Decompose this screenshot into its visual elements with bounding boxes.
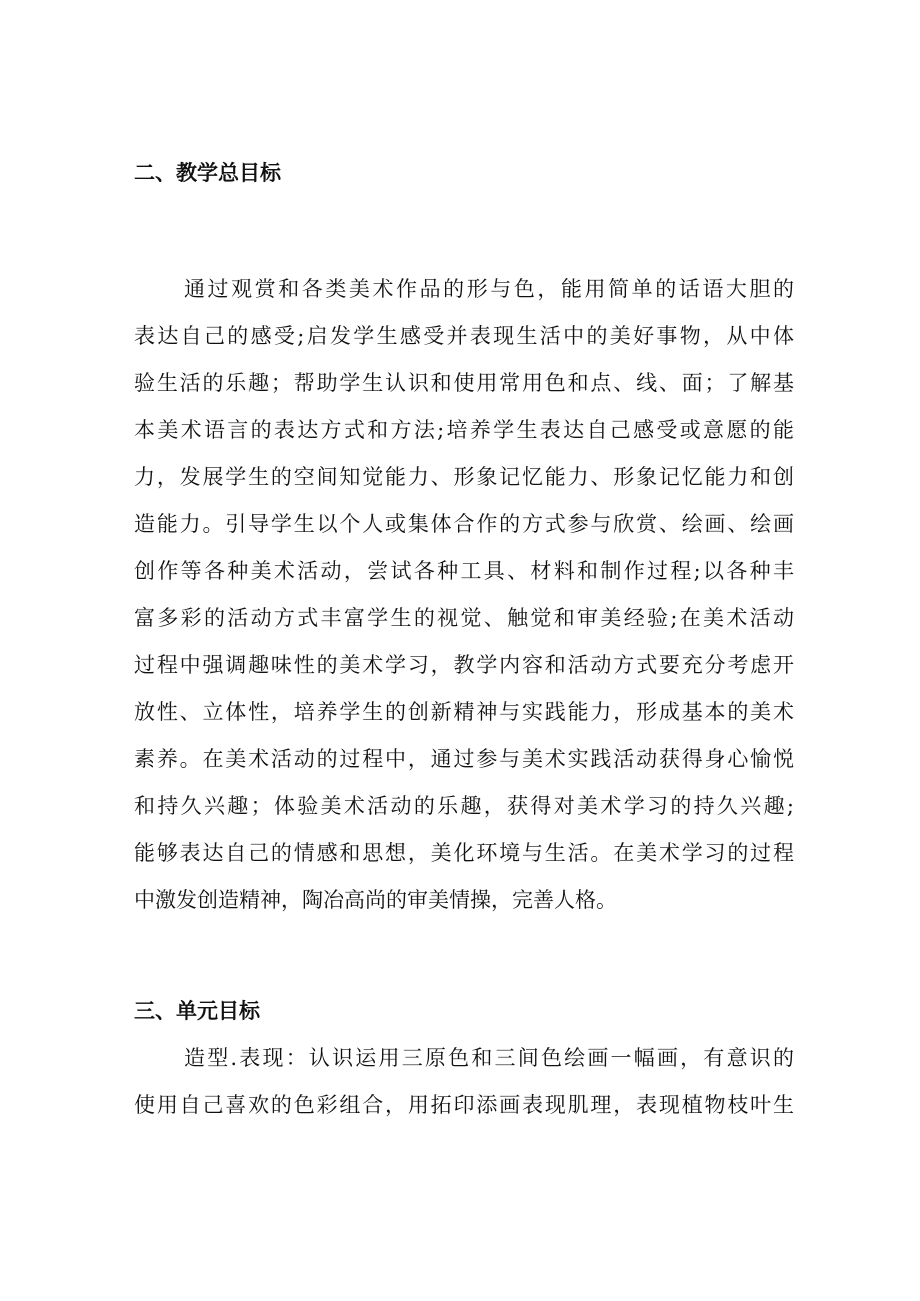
section-heading-teaching-goals: 二、教学总目标 (134, 161, 281, 185)
paragraph-line: 素养。在美术活动的过程中，通过参与美术实践活动获得身心愉悦 (134, 747, 794, 771)
paragraph-line: 本美术语言的表达方式和方法;培养学生表达自己感受或意愿的能 (134, 418, 794, 442)
paragraph-line: 创作等各种美术活动，尝试各种工具、材料和制作过程;以各种丰 (134, 559, 794, 583)
paragraph-line: 能够表达自己的情感和思想，美化环境与生活。在美术学习的过程 (134, 841, 794, 865)
paragraph-line: 中激发创造精神，陶冶高尚的审美情操，完善人格。 (134, 888, 617, 912)
paragraph-line: 力，发展学生的空间知觉能力、形象记忆能力、形象记忆能力和创 (134, 465, 794, 489)
paragraph-line: 富多彩的活动方式丰富学生的视觉、触觉和审美经验;在美术活动 (134, 606, 794, 630)
paragraph-line: 和持久兴趣；体验美术活动的乐趣，获得对美术学习的持久兴趣; (134, 794, 794, 818)
paragraph-line: 通过观赏和各类美术作品的形与色，能用简单的话语大胆的 (184, 277, 794, 301)
paragraph-line: 过程中强调趣味性的美术学习，教学内容和活动方式要充分考虑开 (134, 653, 794, 677)
paragraph-line: 验生活的乐趣；帮助学生认识和使用常用色和点、线、面；了解基 (134, 371, 794, 395)
section-heading-unit-goals: 三、单元目标 (134, 999, 260, 1023)
paragraph-line: 表达自己的感受;启发学生感受并表现生活中的美好事物，从中体 (134, 324, 794, 348)
paragraph-line: 放性、立体性，培养学生的创新精神与实践能力，形成基本的美术 (134, 700, 794, 724)
paragraph-line: 造能力。引导学生以个人或集体合作的方式参与欣赏、绘画、绘画 (134, 512, 794, 536)
paragraph-line: 使用自己喜欢的色彩组合，用拓印添画表现肌理，表现植物枝叶生 (134, 1093, 794, 1117)
paragraph-line: 造型.表现：认识运用三原色和三间色绘画一幅画，有意识的 (184, 1046, 794, 1070)
